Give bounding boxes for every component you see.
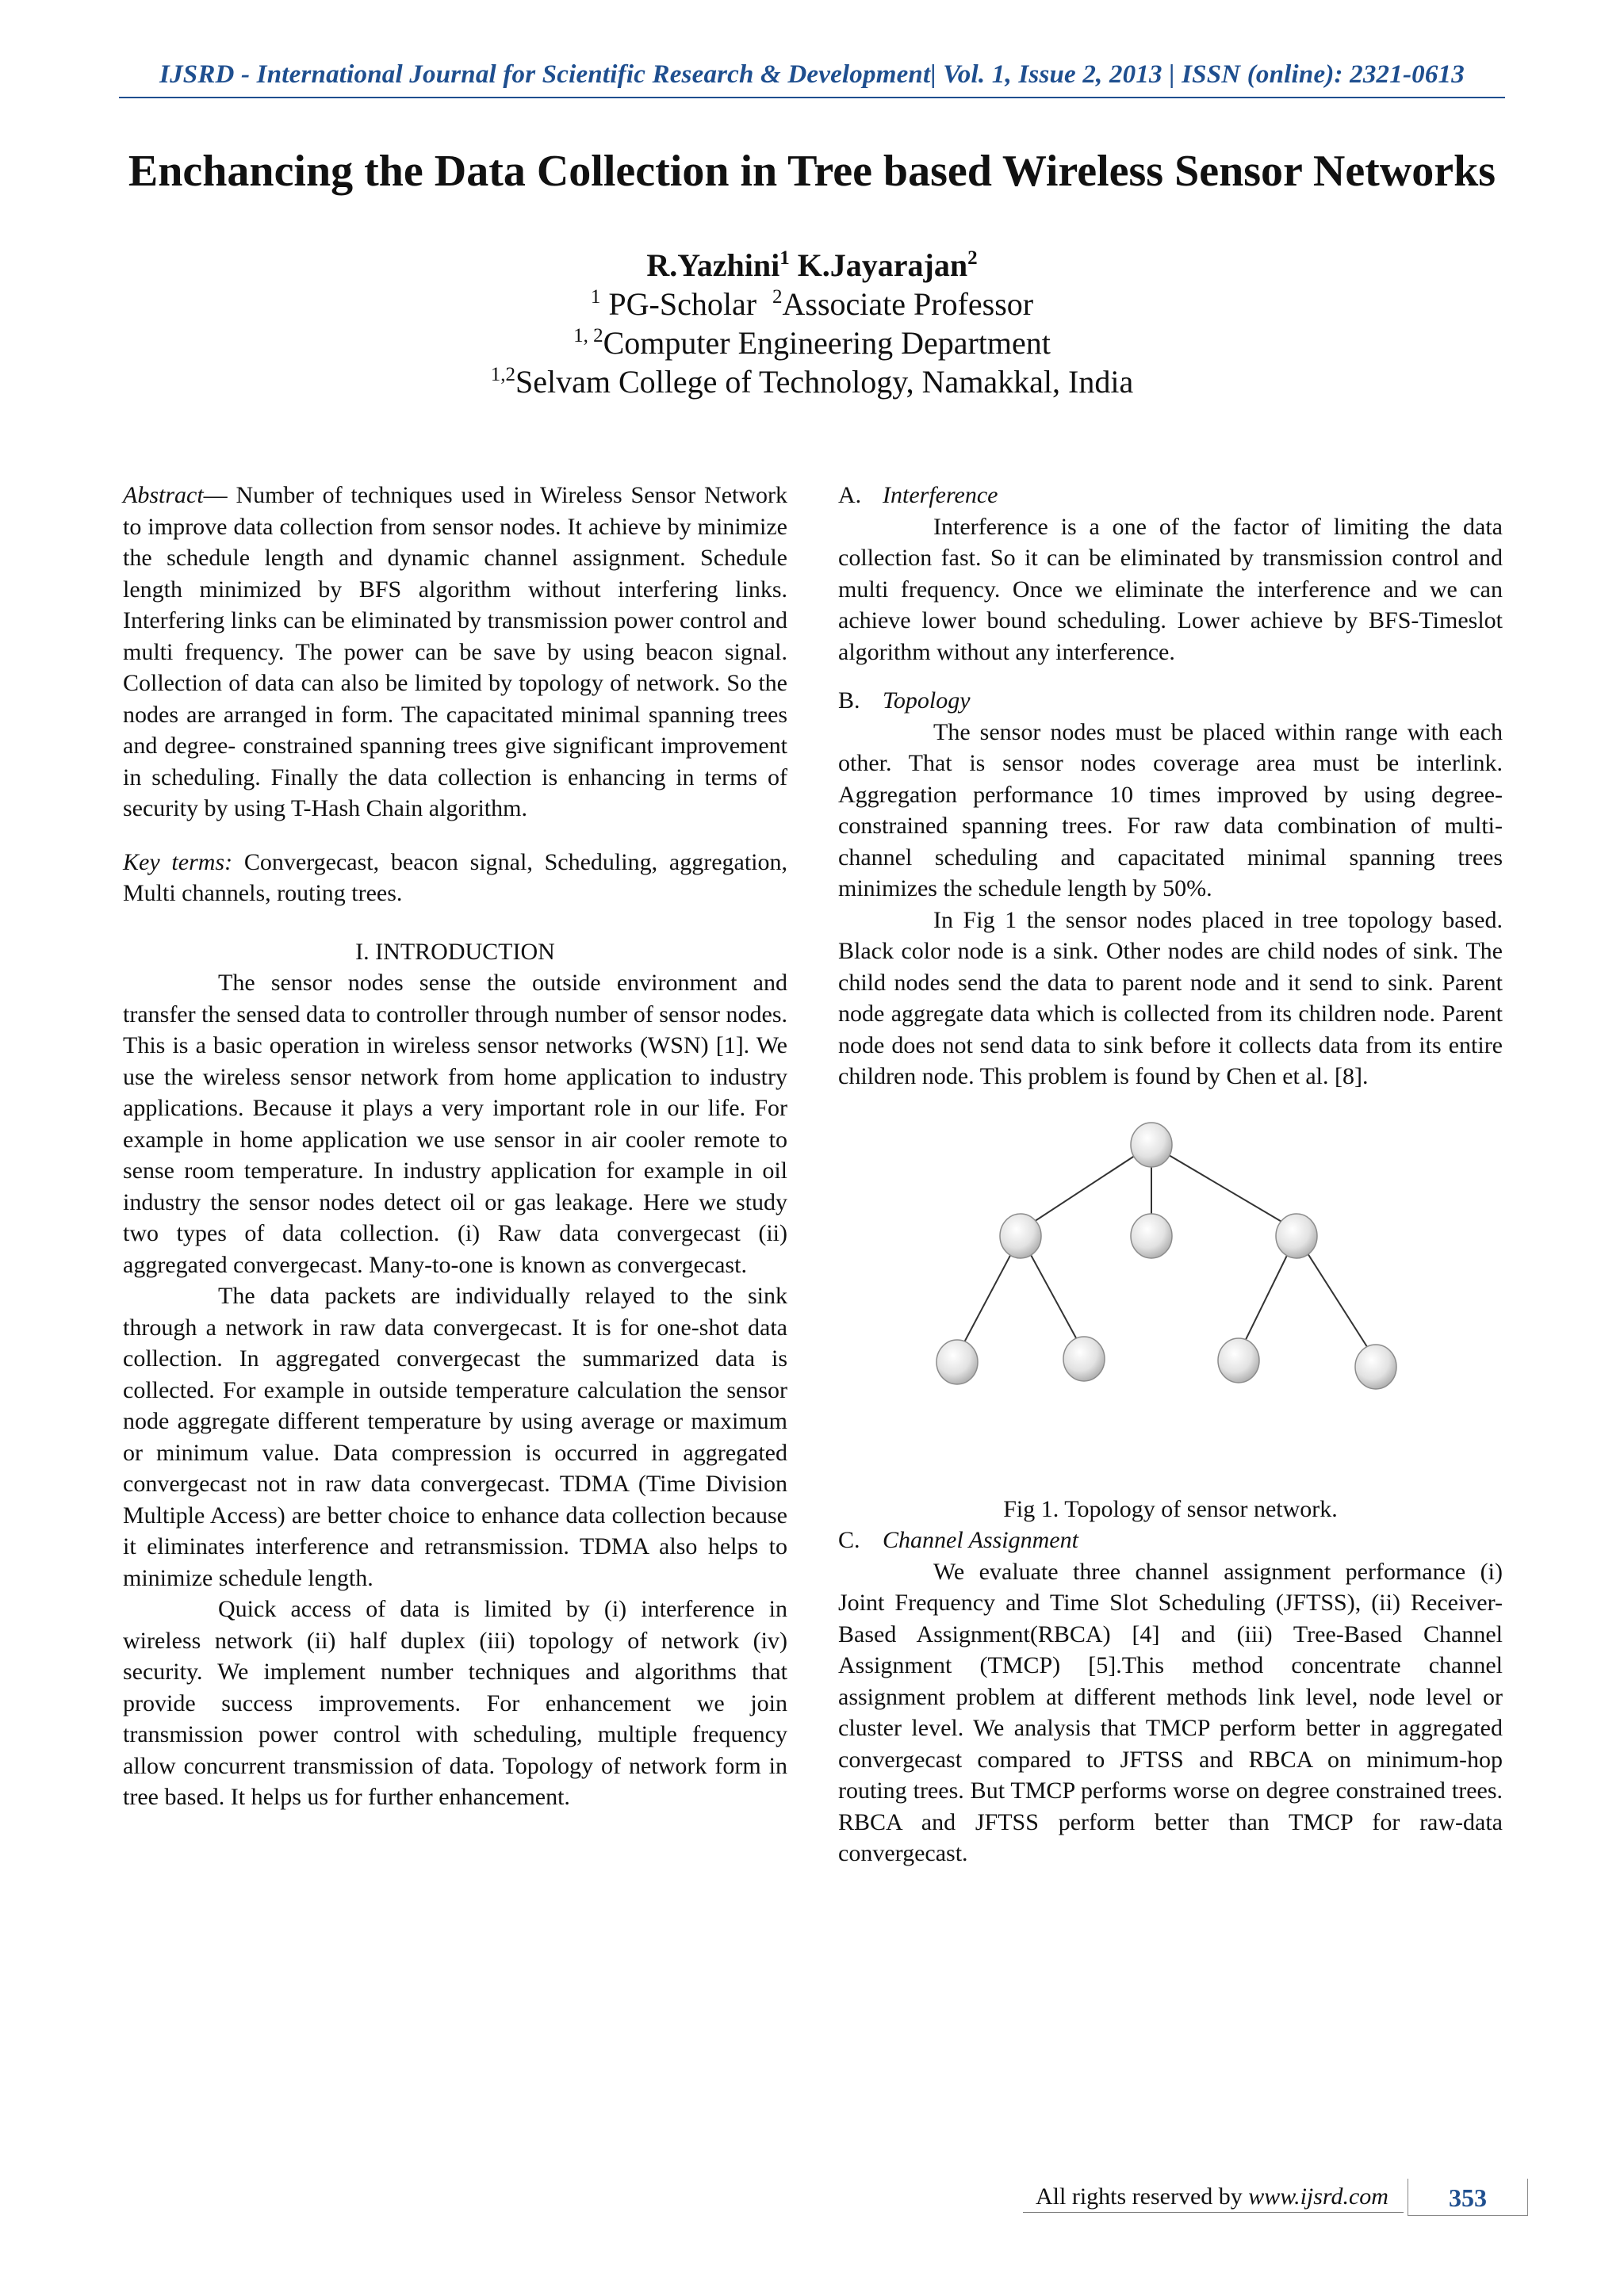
key-terms-label: Key terms: <box>123 848 233 875</box>
author-1-sup: 1 <box>779 247 790 269</box>
footer-rule <box>1023 2212 1404 2213</box>
abstract-dash: — <box>203 482 236 508</box>
footer-rights <box>1036 2183 1388 2210</box>
role-1: PG-Scholar <box>608 286 757 322</box>
intro-paragraph-2: The data packets are individually relayed to the sink through a network in raw data convergecast. It is for one-shot data collection. In aggregated convergecast the summarized data is collected. For example in outside temperature calculation the sensor node aggregate different temperature by using average or maximum or minimum value. Data compression is occurred in aggregated convergecast not in raw data convergecast. TDMA (Time Division Multiple Access) are better choice to enhance data collection because it eliminates interference and retransmission. TDMA also helps to minimize schedule length. <box>123 1283 787 1591</box>
dept: Computer Engineering Department <box>603 325 1051 361</box>
topology-paragraph-2: In Fig 1 the sensor nodes placed in tree topology based. Black color node is a sink. Other nodes are child nodes of sink. The child nodes send the data to parent node and it send to sink. Parent node aggregate data which is collected from its children node. Parent node does not send data to sink before it collects data from its entire children node. This problem is found by Chen et al. [8]. <box>838 906 1503 1089</box>
author-1: R.Yazhini <box>646 247 780 283</box>
role-2: Associate Professor <box>782 286 1034 322</box>
abstract-text: Number of techniques used in Wireless Sensor Network to improve data collection from sensor nodes. It achieve by minimize the schedule length and dynamic channel assignment. Schedule length minimized by BFS algorithm without interfering links. Interfering links can be eliminated by transmission power control and multi frequency. The power can be save by using beacon signal. Collection of data can also be limited by topology of network. So the nodes are arranged in form. The capacitated minimal spanning trees and degree- constrained spanning trees give significant improvement in scheduling. Finally the data collection is enhancing in terms of security by using T-Hash Chain algorithm. <box>123 482 788 821</box>
spacer <box>838 668 1503 685</box>
subsection-heading-interference <box>838 480 1503 511</box>
subsection-c-title: Channel Assignment <box>883 1527 1078 1553</box>
key-terms <box>123 847 787 909</box>
topology-paragraph-1: The sensor nodes must be placed within range with each other. That is sensor nodes coverage area must be interlink. Aggregation performance 10 times improved by using degree- constrained spanning trees. For raw data combination of multi-channel scheduling and capacitated minimal spanning trees minimizes the schedule length by 50%. <box>838 718 1503 901</box>
channel-assignment-paragraph: We evaluate three channel assignment performance (i) Joint Frequency and Time Slot Scheduling (JFTSS), (ii) Receiver-Based Assignment(RBCA) [4] and (iii) Tree-Based Channel Assignment (TMCP) [5].This method concentrate channel assignment problem at different methods link level, node level or cluster level. We analysis that TMCP perform better in aggregated convergecast compared to JFTSS and RBCA on minimum-hop routing trees. But TMCP performs worse on degree constrained trees. RBCA and JFTSS perform better than TMCP for raw-data convergecast. <box>838 1558 1503 1866</box>
subsection-c-label: C. <box>838 1527 860 1553</box>
page-number: 353 <box>1408 2179 1528 2216</box>
college-sup: 1,2 <box>490 364 516 385</box>
footer-rights-text: All rights reserved by <box>1036 2183 1249 2210</box>
author-2: K.Jayarajan <box>797 247 968 283</box>
paper-title: Enchancing the Data Collection in Tree based Wireless Sensor Networks <box>128 147 1496 196</box>
author-roles <box>0 285 1624 323</box>
tree-topology-diagram <box>838 1121 1503 1494</box>
abstract <box>123 480 787 825</box>
abstract-label: Abstract <box>123 482 204 508</box>
leaf-node-4 <box>1355 1345 1396 1389</box>
header-rule <box>119 97 1505 98</box>
author-block <box>0 246 1624 401</box>
page-footer <box>1023 2179 1546 2215</box>
left-column <box>123 480 787 1813</box>
child-node-left <box>1000 1214 1041 1258</box>
leaf-node-1 <box>936 1340 978 1384</box>
tree-nodes <box>936 1123 1396 1389</box>
subsection-b-title: Topology <box>883 687 971 714</box>
key-terms-text: Convergecast, beacon signal, Scheduling, aggregation, Multi channels, routing trees. <box>123 848 787 906</box>
right-column <box>838 480 1503 1869</box>
college: Selvam College of Technology, Namakkal, India <box>515 364 1134 400</box>
author-2-sup: 2 <box>967 247 978 269</box>
interference-paragraph: Interference is a one of the factor of limiting the data collection fast. So it can be eliminated by transmission control and multi frequency. Once we eliminate the interference and we can achieve lower bound scheduling. Lower achieve by BFS-Timeslot algorithm without any interference. <box>838 513 1503 665</box>
footer-site-link[interactable]: www.ijsrd.com <box>1248 2183 1388 2210</box>
subsection-a-label: A. <box>838 482 862 508</box>
dept-sup: 1, 2 <box>573 325 603 346</box>
intro-paragraph-1: The sensor nodes sense the outside environment and transfer the sensed data to controller through number of sensor nodes. This is a basic operation in wireless sensor networks (WSN) [1]. We use the wireless sensor network from home application to industry applications. Because it plays a very important role in our life. For example in home application we use sensor in air cooler remote to sense room temperature. In industry application for example in oil industry the sensor nodes detect oil or gas leakage. Here we study two types of data collection. (i) Raw data convergecast (ii) aggregated convergecast. Many-to-one is known as convergecast. <box>123 970 787 1278</box>
journal-header: IJSRD - International Journal for Scientific Research & Development| Vol. 1, Issue 2, 2013 | ISSN (online): 2321-0613 <box>159 60 1465 89</box>
edge-root-right <box>1151 1145 1297 1230</box>
section-heading-introduction: I. INTRODUCTION <box>355 938 555 965</box>
leaf-node-2 <box>1063 1337 1105 1381</box>
subsection-a-title: Interference <box>883 482 998 508</box>
author-department <box>0 323 1624 362</box>
role-1-sup: 1 <box>590 286 601 308</box>
author-college <box>0 362 1624 401</box>
subsection-b-label: B. <box>838 687 860 714</box>
leaf-node-3 <box>1218 1338 1259 1383</box>
sink-node <box>1131 1123 1172 1167</box>
tree-topology-figure <box>838 1121 1503 1494</box>
role-2-sup: 2 <box>772 286 783 308</box>
child-node-right <box>1276 1214 1317 1258</box>
subsection-heading-channel-assignment <box>838 1525 1503 1556</box>
edge-root-left <box>1021 1145 1151 1230</box>
subsection-heading-topology <box>838 685 1503 717</box>
child-node-mid <box>1131 1214 1172 1258</box>
author-names <box>0 246 1624 285</box>
intro-paragraph-3: Quick access of data is limited by (i) interference in wireless network (ii) half duplex (iii) topology of network (iv) security. We implement number techniques and algorithms that provide success improvements. For enhancement we join transmission power control with scheduling, multiple frequency allow concurrent transmission of data. Topology of network form in tree based. It helps us for further enhancement. <box>123 1596 787 1810</box>
figure-caption: Fig 1. Topology of sensor network. <box>1003 1495 1338 1522</box>
